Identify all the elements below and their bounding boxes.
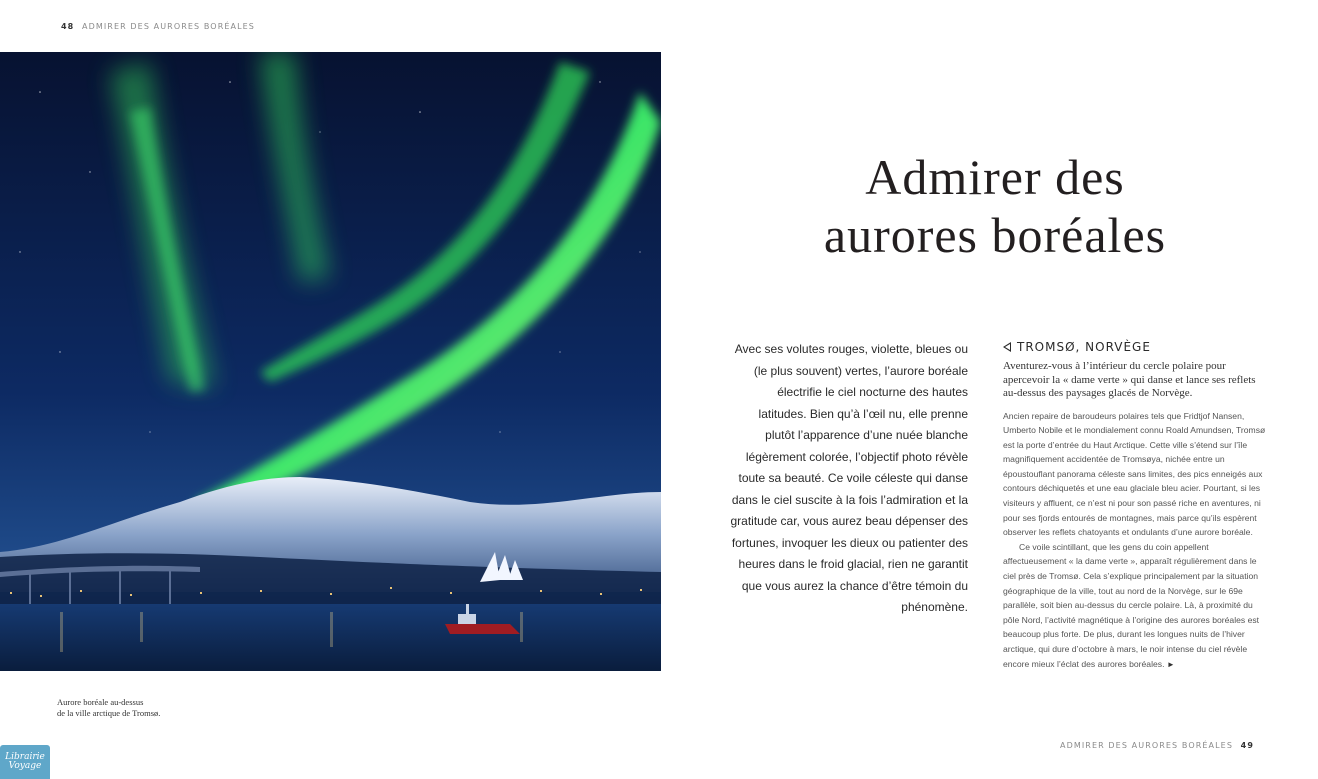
triangle-left-icon [1003, 342, 1011, 352]
caption-line-1: Aurore boréale au-dessus [57, 697, 144, 707]
running-head-left [57, 22, 255, 31]
continue-arrow-icon: ► [1166, 659, 1175, 669]
librairie-voyage-badge [0, 745, 50, 779]
sidebar-paragraph-2 [1003, 540, 1268, 672]
photo-caption [57, 697, 217, 719]
page-number-right: 49 [1240, 741, 1254, 750]
aurora-photo [0, 52, 661, 671]
running-head-right [1060, 741, 1258, 750]
running-head-left-text: ADMIRER DES AURORES BORÉALES [82, 22, 255, 31]
intro-paragraph: Avec ses volutes rouges, violette, bleues ou (le plus souvent) vertes, l’aurore boréale électrifie le ciel nocturne des hautes latitudes. Bien qu’à l’œil nu, elle prenne plutôt l’apparence d’une nuée blanche légèrement colorée, l’objectif photo révèle toute sa beauté. Ce voile céleste qui danse dans le ciel suscite à la fois l’admiration et la gratitude car, vous aurez beau dépenser des fortunes, invoquer les dieux ou patienter des heures dans le froid glacial, rien ne garantit que vous aurez la chance d’être témoin du phénomène. [730, 342, 968, 614]
caption-line-2: de la ville arctique de Tromsø. [57, 708, 161, 718]
running-head-right-text: ADMIRER DES AURORES BORÉALES [1060, 741, 1233, 750]
title-line-2: aurores boréales [823, 207, 1167, 263]
location-heading [1003, 340, 1268, 354]
title-line-1: Admirer des [865, 149, 1125, 205]
sidebar-paragraph-2-text: Ce voile scintillant, que les gens du coin appellent affectueusement « la dame verte », apparaît régulièrement dans le ciel près de Tromsø. Cela s’explique principalement par la situation géographique de la ville, tout au nord de la Norvège, sur le 69e parallèle, soit bien au-dessus du cercle polaire. Là, à proximité du pôle Nord, l’activité magnétique à l’origine des aurores boréales est beaucoup plus forte. De plus, durant les longues nuits de l’hiver arctique, qui dure d’octobre à mars, le noir intense du ciel révèle encore mieux l’éclat des aurores boréales. [1003, 541, 1260, 669]
location-label: TROMSØ, NORVÈGE [1017, 340, 1151, 354]
sidebar-paragraph-1: Ancien repaire de baroudeurs polaires tels que Fridtjof Nansen, Umberto Nobile et le mondialement connu Roald Amundsen, Tromsø est la porte d’entrée du Haut Arctique. Cette ville s’étend sur l’île magnifiquement accidentée de Tromsøya, nichée entre un époustouflant panorama céleste sans limites, des pics enneigés aux contours déchiquetés et une eau glaciale bleu acier. Pourtant, si les visiteurs y affluent, ce n’est ni pour son passé riche en aventures, ni pour ses fjords entourés de montagnes, mais parce qu’ils espèrent observer les reflets chatoyants et ondulants d’une aurore boréale. [1003, 410, 1266, 538]
badge-line-1: Librairie [5, 752, 45, 762]
sidebar-column [1003, 340, 1268, 672]
page-number-left: 48 [61, 22, 75, 31]
sidebar-lead: Aventurez-vous à l’intérieur du cercle polaire pour apercevoir la « dame verte » qui danse et lance ses reflets au-dessus des paysages glacés de Norvège. [1003, 360, 1256, 399]
badge-line-2: Voyage [8, 761, 42, 771]
page-title [760, 148, 1230, 264]
